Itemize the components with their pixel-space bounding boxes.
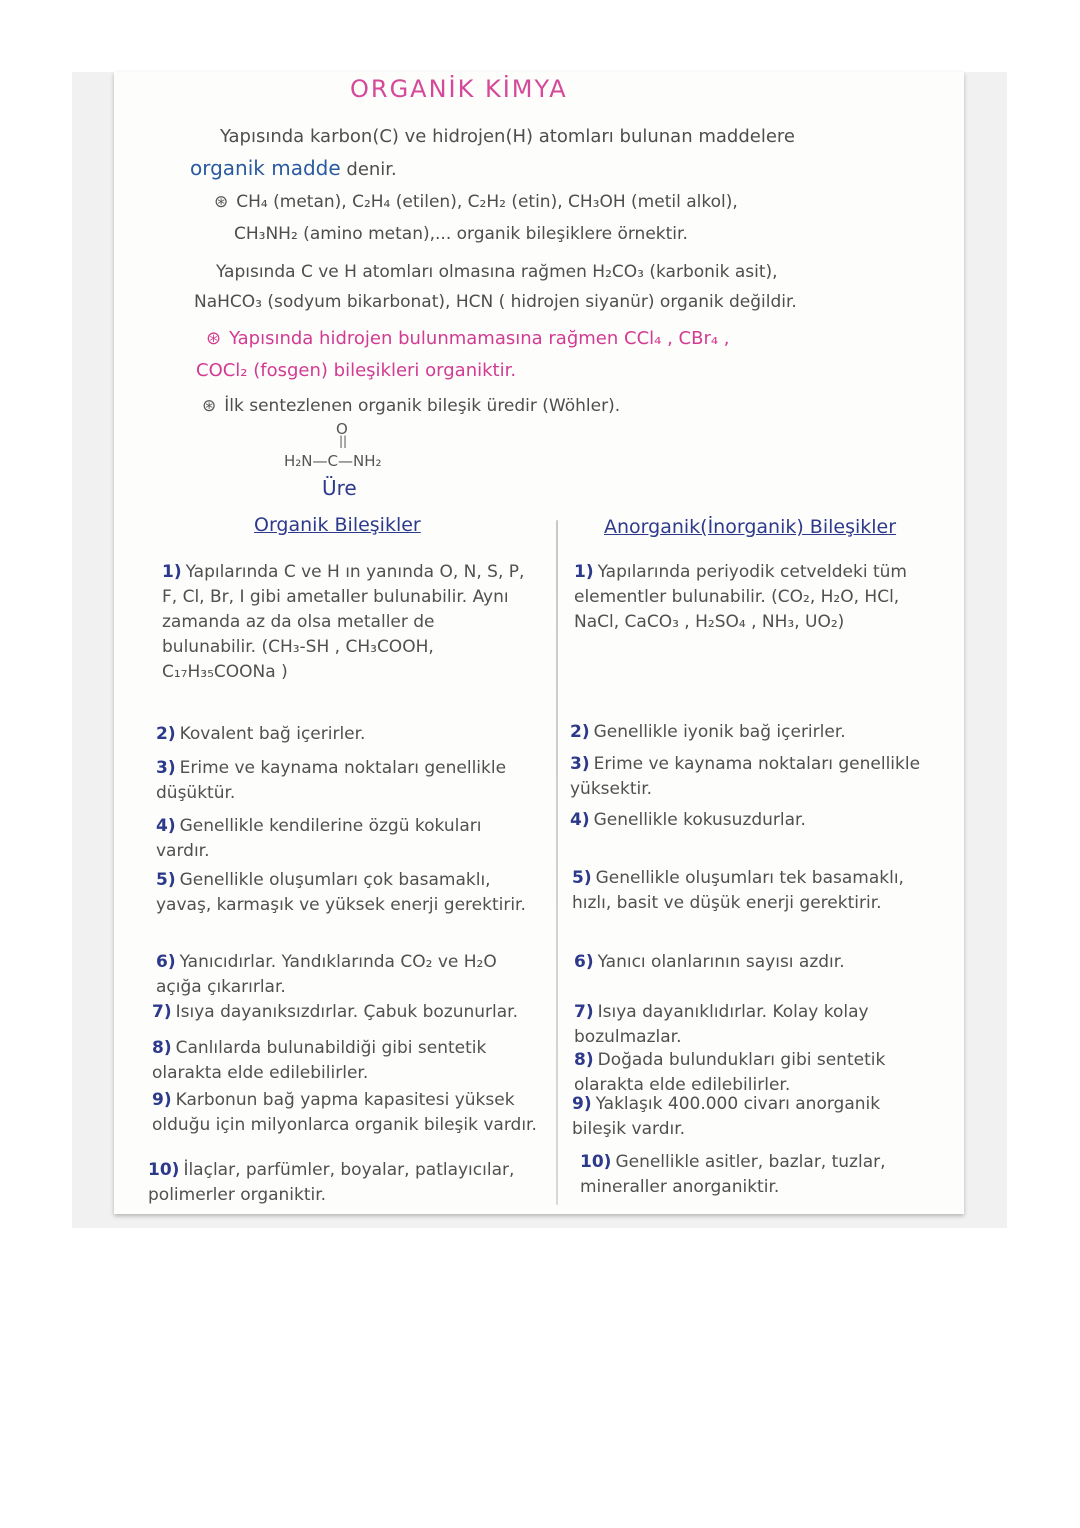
urea-name: Üre [322,476,357,500]
item-text: Erime ve kaynama noktaları genellikle düşüktür. [156,758,507,803]
organic-item-2 [156,722,532,747]
item-number: 5) [156,870,176,890]
examples-line-2: CH₃NH₂ (amino metan),... organik bileşiklere örnektir. [234,224,688,244]
item-number: 8) [152,1038,172,1058]
item-number: 7) [152,1002,172,1022]
item-text: Canlılarda bulunabildiği gibi sentetik olarakta elde edilebilirler. [152,1038,487,1083]
asterisk-bullet-icon-2: ⊛ [202,396,217,416]
item-text: Yanıcı olanlarının sayısı azdır. [597,952,845,972]
item-number: 8) [574,1050,594,1070]
item-text: Doğada bulundukları gibi sentetik olarakta elde edilebilirler. [574,1050,886,1095]
item-number: 2) [156,724,176,744]
item-text: Genellikle kendilerine özgü kokuları vardır. [156,816,482,861]
note-text-1: Yapısında hidrojen bulunmamasına rağmen CCl₄ , CBr₄ , [229,328,730,349]
examples-text-1: CH₄ (metan), C₂H₄ (etilen), C₂H₂ (etin), CH₃OH (metil alkol), [236,192,738,212]
urea-double-bond: || [339,434,348,448]
item-text: Kovalent bağ içerirler. [179,724,366,744]
note-line-1 [206,328,730,349]
organic-item-4 [156,814,532,864]
intro-line-2-rest: denir. [340,159,397,180]
inorganic-item-8 [574,1048,934,1098]
intro-line-1: Yapısında karbon(C) ve hidrojen(H) atomları bulunan maddelere [220,126,795,147]
first-synthesized-line [202,396,620,416]
item-number: 1) [162,562,182,582]
organic-item-9 [152,1088,552,1138]
item-text: Genellikle asitler, bazlar, tuzlar, mineraller anorganiktir. [580,1152,886,1197]
item-number: 1) [574,562,594,582]
inorganic-item-2 [570,720,930,745]
item-number: 7) [574,1002,594,1022]
item-number: 9) [152,1090,172,1110]
inorganic-item-7 [574,1000,934,1050]
organic-item-6 [156,950,536,1000]
exception-line-2: NaHCO₃ (sodyum bikarbonat), HCN ( hidrojen siyanür) organik değildir. [194,292,797,312]
inorganic-column-title: Anorganik(İnorganik) Bileşikler [604,516,897,538]
pink-asterisk-bullet-icon: ⊛ [206,328,222,349]
item-text: Genellikle oluşumları tek basamaklı, hızlı, basit ve düşük enerji gerektirir. [572,868,904,913]
inorganic-item-9 [572,1092,932,1142]
item-number: 4) [570,810,590,830]
item-number: 6) [574,952,594,972]
intro-line-2 [190,156,397,180]
item-number: 6) [156,952,176,972]
inorganic-item-5 [572,866,942,916]
exception-line-1: Yapısında C ve H atomları olmasına rağmen H₂CO₃ (karbonik asit), [216,262,778,282]
organic-item-8 [152,1036,552,1086]
item-text: Yaklaşık 400.000 civarı anorganik bileşik vardır. [572,1094,881,1139]
inorganic-item-1 [574,560,924,635]
item-number: 2) [570,722,590,742]
item-text: Isıya dayanıksızdırlar. Çabuk bozunurlar. [175,1002,518,1022]
item-number: 9) [572,1094,592,1114]
item-text: Yapılarında periyodik cetveldeki tüm elementler bulunabilir. (CO₂, H₂O, HCl, NaCl, CaCO₃ , H₂SO₄ , NH₃, UO₂) [574,562,907,632]
item-number: 10) [580,1152,612,1172]
organic-item-7 [152,1000,552,1025]
examples-line-1 [214,192,738,212]
page-title: ORGANİK KİMYA [350,75,568,103]
organic-item-3 [156,756,532,806]
column-divider [556,520,558,1205]
item-text: Yanıcıdırlar. Yandıklarında CO₂ ve H₂O açığa çıkarırlar. [156,952,497,997]
inorganic-item-4 [570,808,930,833]
inorganic-item-10 [580,1150,940,1200]
organic-column-title: Organik Bileşikler [254,514,421,536]
organic-matter-term: organik madde [190,156,341,180]
item-text: Isıya dayanıklıdırlar. Kolay kolay bozulmazlar. [574,1002,869,1047]
item-text: Yapılarında C ve H ın yanında O, N, S, P, F, Cl, Br, I gibi ametaller bulunabilir. Aynı zamanda az da olsa metaller de bulunabilir. (CH₃-SH , CH₃COOH, C₁₇H₃₅COONa ) [162,562,525,682]
organic-item-5 [156,868,536,918]
asterisk-bullet-icon: ⊛ [214,192,229,212]
note-line-2: COCl₂ (fosgen) bileşikleri organiktir. [196,360,517,381]
item-text: Genellikle iyonik bağ içerirler. [593,722,846,742]
item-text: Genellikle oluşumları çok basamaklı, yavaş, karmaşık ve yüksek enerji gerektirir. [156,870,526,915]
inorganic-item-3 [570,752,930,802]
item-number: 3) [156,758,176,778]
organic-item-10 [148,1158,556,1208]
item-number: 3) [570,754,590,774]
urea-formula: H₂N—C—NH₂ [284,452,382,470]
item-number: 5) [572,868,592,888]
urea-oxygen: O [336,420,348,438]
item-text: Erime ve kaynama noktaları genellikle yüksektir. [570,754,921,799]
item-text: Karbonun bağ yapma kapasitesi yüksek olduğu için milyonlarca organik bileşik vardır. [152,1090,537,1135]
item-number: 4) [156,816,176,836]
first-synthesized-text: İlk sentezlenen organik bileşik üredir (Wöhler). [224,396,621,416]
inorganic-item-6 [574,950,934,975]
item-text: Genellikle kokusuzdurlar. [593,810,806,830]
item-text: İlaçlar, parfümler, boyalar, patlayıcılar, polimerler organiktir. [148,1160,515,1205]
organic-item-1 [162,560,532,685]
item-number: 10) [148,1160,180,1180]
